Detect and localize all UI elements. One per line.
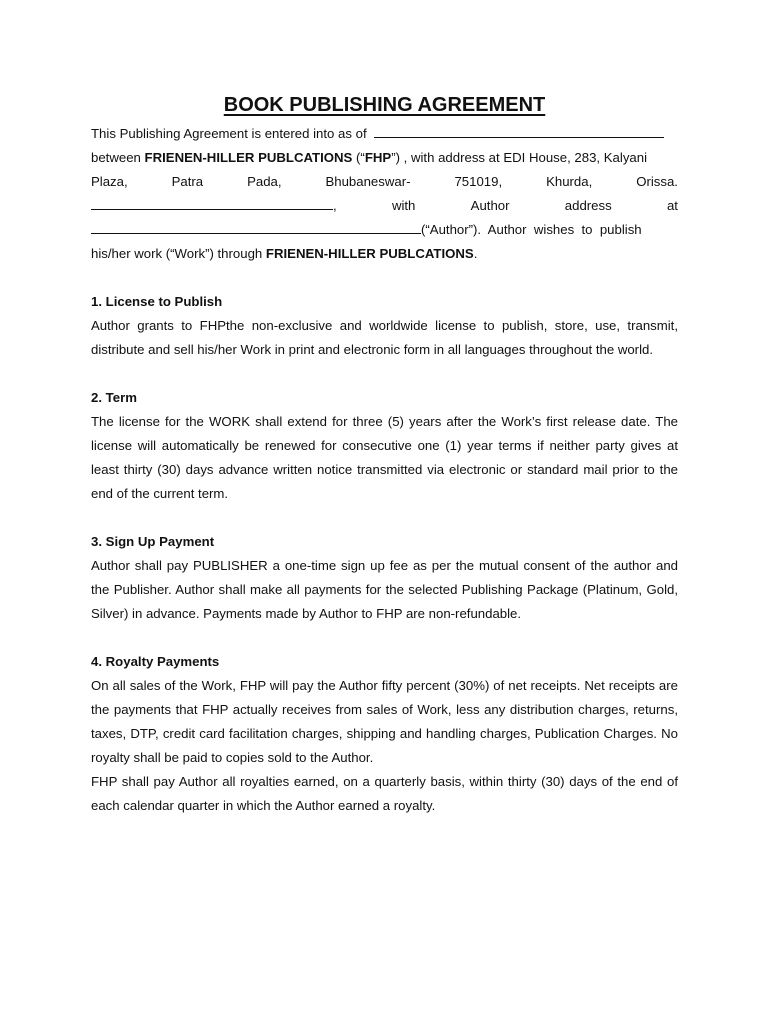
intro-word: address [564, 198, 612, 213]
intro-between-text: between [91, 150, 145, 165]
open-quote: (“ [352, 150, 365, 165]
publisher-abbrev: FHP [364, 150, 392, 165]
intro-through-text: his/her work (“Work”) through [91, 246, 266, 261]
section-paragraph: FHP shall pay Author all royalties earned, on a quarterly basis, within thirty (30) days of the end of each calendar quarter in which the Author earned a royalty. [91, 774, 678, 813]
intro-block [91, 122, 678, 266]
section-heading: 2. Term [91, 390, 137, 405]
address-word: Patra [171, 174, 204, 189]
section-sign-up-payment [91, 530, 678, 626]
publisher-address-text: , with address at EDI House, 283, Kalyani [399, 150, 648, 165]
comma: , [333, 198, 337, 213]
section-heading: 3. Sign Up Payment [91, 534, 215, 549]
intro-word: at [666, 198, 678, 213]
author-wishes-text: (“Author”). Author wishes to publish [421, 222, 642, 237]
section-paragraph: Author shall pay PUBLISHER a one-time sign up fee as per the mutual consent of the author and the Publisher. Author shall make all payments for the selected Publishing Package (Platinum, Gold, Silver) in advance. Payments made by Author to FHP are non-refundable. [91, 558, 678, 621]
section-heading: 1. License to Publish [91, 294, 223, 309]
address-word: Khurda, [546, 174, 593, 189]
intro-line-6 [91, 242, 678, 266]
publisher-name: FRIENEN-HILLER PUBLCATIONS [144, 150, 353, 165]
section-heading: 4. Royalty Payments [91, 654, 220, 669]
section-term [91, 386, 678, 506]
author-name-group [91, 194, 337, 218]
intro-line-5 [91, 218, 678, 242]
intro-line-1-text: This Publishing Agreement is entered into as of [91, 126, 367, 141]
author-name-blank-field [91, 195, 333, 210]
section-paragraph: Author grants to FHPthe non-exclusive and worldwide license to publish, store, use, transmit, distribute and sell his/her Work in print and electronic form in all languages throughout the world. [91, 318, 678, 357]
date-blank-field [374, 123, 664, 138]
address-word: Pada, [247, 174, 282, 189]
address-word: 751019, [454, 174, 503, 189]
section-license [91, 290, 678, 362]
address-word: Orissa. [636, 174, 678, 189]
intro-word: with [391, 198, 416, 213]
section-paragraph: On all sales of the Work, FHP will pay the Author fifty percent (30%) of net receipts. Net receipts are the payments that FHP actually receives from sales of Work, less any distribution charges, returns, taxes, DTP, credit card facilitation charges, shipping and handling charges, Publication Charges. No royalty shall be paid to copies sold to the Author. [91, 678, 678, 765]
publisher-name: FRIENEN-HILLER PUBLCATIONS [265, 246, 474, 261]
section-paragraph: The license for the WORK shall extend for three (5) years after the Work’s first release date. The license will automatically be renewed for consecutive one (1) year terms if neither party gives at least thirty (30) days advance written notice transmitted via electronic or standard mail prior to the end of the current term. [91, 414, 678, 501]
document-title: BOOK PUBLISHING AGREEMENT [223, 94, 546, 116]
intro-line-3 [91, 170, 678, 194]
address-word: Plaza, [91, 174, 128, 189]
close-quote: ”) [391, 150, 400, 165]
intro-line-1 [91, 122, 678, 146]
period: . [473, 246, 478, 261]
intro-line-2 [91, 146, 678, 170]
address-word: Bhubaneswar- [325, 174, 411, 189]
section-royalty-payments [91, 650, 678, 818]
author-address-blank-field [91, 219, 421, 234]
intro-line-4 [91, 194, 678, 218]
intro-word: Author [470, 198, 510, 213]
